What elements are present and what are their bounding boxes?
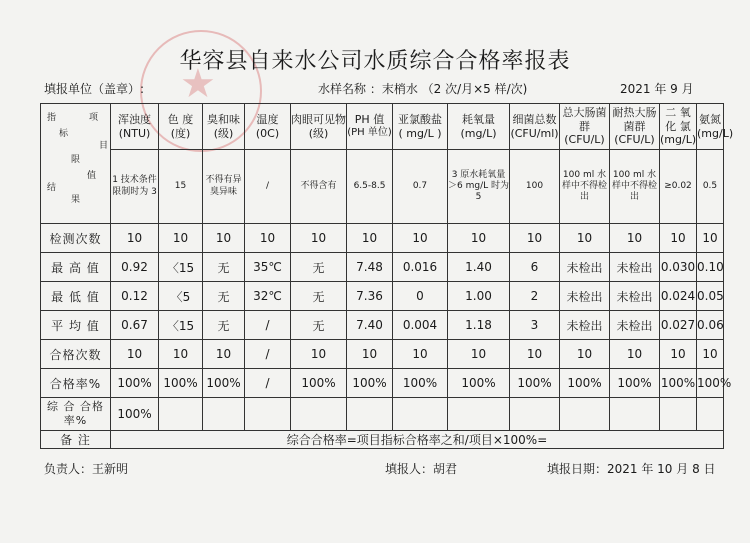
- result-cell: 0.92: [111, 253, 159, 282]
- results-table: [40, 223, 732, 449]
- result-cell: 0.024: [660, 282, 697, 311]
- result-cell: 0.67: [111, 311, 159, 340]
- result-cell: 0.016: [393, 253, 448, 282]
- result-cell: 7.48: [347, 253, 393, 282]
- remark-label: 备 注: [41, 431, 111, 449]
- remark-text: 综合合格率=项目指标合格率之和/项目×100%=: [111, 431, 724, 449]
- standard-limit: 6.5-8.5: [347, 150, 393, 224]
- result-cell: 无: [203, 311, 245, 340]
- result-cell: 100%: [291, 369, 347, 398]
- result-cell: 0.05: [697, 282, 724, 311]
- result-cell: 10: [203, 224, 245, 253]
- result-cell: 〈15: [159, 253, 203, 282]
- result-cell: 10: [159, 224, 203, 253]
- result-cell: 10: [660, 224, 697, 253]
- result-cell: 100%: [697, 369, 724, 398]
- result-cell: 0: [393, 282, 448, 311]
- result-cell: /: [245, 340, 291, 369]
- column-header: 浑浊度 (NTU): [111, 104, 159, 150]
- standard-limit: 不得含有: [291, 150, 347, 224]
- column-header: 氨氮 (mg/L): [697, 104, 724, 150]
- result-cell: 无: [203, 253, 245, 282]
- result-cell: 10: [291, 340, 347, 369]
- standard-limit: 0.5: [697, 150, 724, 224]
- result-cell: 10: [347, 224, 393, 253]
- column-header: PH 值 (PH 单位): [347, 104, 393, 150]
- column-header: 亚氯酸盐 ( mg/L ): [393, 104, 448, 150]
- result-cell: 无: [203, 282, 245, 311]
- row-label: 检测次数: [41, 224, 111, 253]
- standard-limit: ≥0.02: [660, 150, 697, 224]
- result-row: [41, 369, 724, 398]
- standard-limit: 不得有异臭异味: [203, 150, 245, 224]
- result-cell: 10: [697, 224, 724, 253]
- row-label: 合格次数: [41, 340, 111, 369]
- row-label: 最 高 值: [41, 253, 111, 282]
- header-row: [41, 104, 724, 150]
- result-cell: 1.40: [448, 253, 510, 282]
- corner-char: 目: [99, 141, 109, 151]
- result-cell: 未检出: [610, 282, 660, 311]
- result-cell: 未检出: [610, 253, 660, 282]
- result-cell: 0.06: [697, 311, 724, 340]
- result-cell: 无: [291, 253, 347, 282]
- standard-limit: /: [245, 150, 291, 224]
- result-cell: 0.030: [660, 253, 697, 282]
- result-cell: 10: [560, 224, 610, 253]
- result-cell: 1.00: [448, 282, 510, 311]
- standard-limit: 3 原水耗氧量＞6 mg/L 时为 5: [448, 150, 510, 224]
- result-cell: 0.12: [111, 282, 159, 311]
- result-cell: 1.18: [448, 311, 510, 340]
- column-header: 总大肠菌群 (CFU/L): [560, 104, 610, 150]
- result-cell: 3: [510, 311, 560, 340]
- result-cell: 〈15: [159, 311, 203, 340]
- result-cell: 无: [291, 311, 347, 340]
- result-cell: 10: [393, 340, 448, 369]
- result-cell: 10: [111, 340, 159, 369]
- result-cell: 10: [660, 340, 697, 369]
- result-cell: 10: [245, 224, 291, 253]
- responsible-person: 负责人：王新明: [44, 462, 129, 476]
- result-cell: 10: [510, 340, 560, 369]
- corner-char: 限: [71, 155, 81, 165]
- overall-rate-label: 综 合 合格率%: [41, 398, 111, 431]
- corner-char: 果: [71, 195, 81, 205]
- result-row: [41, 253, 724, 282]
- column-header: 耐热大肠菌群 (CFU/L): [610, 104, 660, 150]
- result-cell: 100%: [203, 369, 245, 398]
- reporting-unit-label: 填报单位（盖章）:: [44, 82, 145, 96]
- result-cell: 无: [291, 282, 347, 311]
- corner-char: 指: [47, 113, 57, 123]
- result-cell: 〈5: [159, 282, 203, 311]
- result-cell: 2: [510, 282, 560, 311]
- result-row: [41, 282, 724, 311]
- result-cell: 100%: [347, 369, 393, 398]
- result-cell: 100%: [610, 369, 660, 398]
- result-cell: 100%: [510, 369, 560, 398]
- result-cell: 100%: [660, 369, 697, 398]
- result-cell: 10: [203, 340, 245, 369]
- column-header: 肉眼可见物 (级): [291, 104, 347, 150]
- column-header: 臭和味 (级): [203, 104, 245, 150]
- column-header: 色 度 (度): [159, 104, 203, 150]
- result-cell: 10: [510, 224, 560, 253]
- result-cell: 10: [697, 340, 724, 369]
- corner-char: 项: [89, 113, 99, 123]
- corner-char: 结: [47, 183, 57, 193]
- page-title: 华容县自来水公司水质综合合格率报表: [179, 49, 571, 74]
- result-cell: 100%: [111, 369, 159, 398]
- column-header: 耗氧量 (mg/L): [448, 104, 510, 150]
- result-cell: 10: [448, 340, 510, 369]
- result-cell: 0.004: [393, 311, 448, 340]
- result-cell: 未检出: [560, 311, 610, 340]
- overall-rate-value: 100%: [111, 398, 159, 431]
- seal-star-icon: ★: [180, 61, 216, 107]
- standard-limit: 100 ml 水样中不得检出: [560, 150, 610, 224]
- result-cell: 0.10: [697, 253, 724, 282]
- result-cell: 7.40: [347, 311, 393, 340]
- result-cell: 6: [510, 253, 560, 282]
- result-cell: 32℃: [245, 282, 291, 311]
- report-date: 填报日期：2021 年 10 月 8 日: [547, 462, 716, 476]
- result-cell: 10: [347, 340, 393, 369]
- overall-rate-row: [41, 398, 724, 431]
- water-quality-table: [40, 103, 734, 224]
- result-cell: 100%: [560, 369, 610, 398]
- result-row: [41, 311, 724, 340]
- result-row: [41, 340, 724, 369]
- standard-row: [41, 150, 724, 224]
- standard-limit: 100: [510, 150, 560, 224]
- standard-limit: 0.7: [393, 150, 448, 224]
- row-label: 平 均 值: [41, 311, 111, 340]
- result-cell: 10: [393, 224, 448, 253]
- column-header: 温度 (0C): [245, 104, 291, 150]
- result-cell: 100%: [159, 369, 203, 398]
- result-cell: 35℃: [245, 253, 291, 282]
- column-header: 细菌总数 (CFU/ml): [510, 104, 560, 150]
- result-cell: 10: [159, 340, 203, 369]
- result-cell: 100%: [448, 369, 510, 398]
- result-cell: /: [245, 311, 291, 340]
- row-label: 合格率%: [41, 369, 111, 398]
- column-header: 二 氧化 氯 (mg/L): [660, 104, 697, 150]
- result-cell: 未检出: [560, 253, 610, 282]
- result-cell: 未检出: [560, 282, 610, 311]
- result-cell: 10: [448, 224, 510, 253]
- standard-limit: 100 ml 水样中不得检出: [610, 150, 660, 224]
- row-label: 最 低 值: [41, 282, 111, 311]
- remark-row: [41, 431, 724, 449]
- header-corner-cell: [41, 104, 111, 224]
- corner-char: 标: [59, 129, 69, 139]
- result-cell: 10: [291, 224, 347, 253]
- result-cell: /: [245, 369, 291, 398]
- result-cell: 10: [610, 224, 660, 253]
- standard-limit: 1 技术条件限制时为 3: [111, 150, 159, 224]
- result-cell: 10: [610, 340, 660, 369]
- corner-char: 值: [87, 171, 97, 181]
- result-cell: 0.027: [660, 311, 697, 340]
- result-cell: 7.36: [347, 282, 393, 311]
- report-month: 2021 年 9 月: [620, 82, 694, 96]
- result-cell: 10: [560, 340, 610, 369]
- result-cell: 未检出: [610, 311, 660, 340]
- result-row: [41, 224, 724, 253]
- result-cell: 10: [111, 224, 159, 253]
- sample-name: 水样名称 ：末梢水 （2 次/月×5 样/次): [318, 82, 528, 96]
- standard-limit: 15: [159, 150, 203, 224]
- result-cell: 100%: [393, 369, 448, 398]
- reporter: 填报人：胡君: [385, 462, 458, 476]
